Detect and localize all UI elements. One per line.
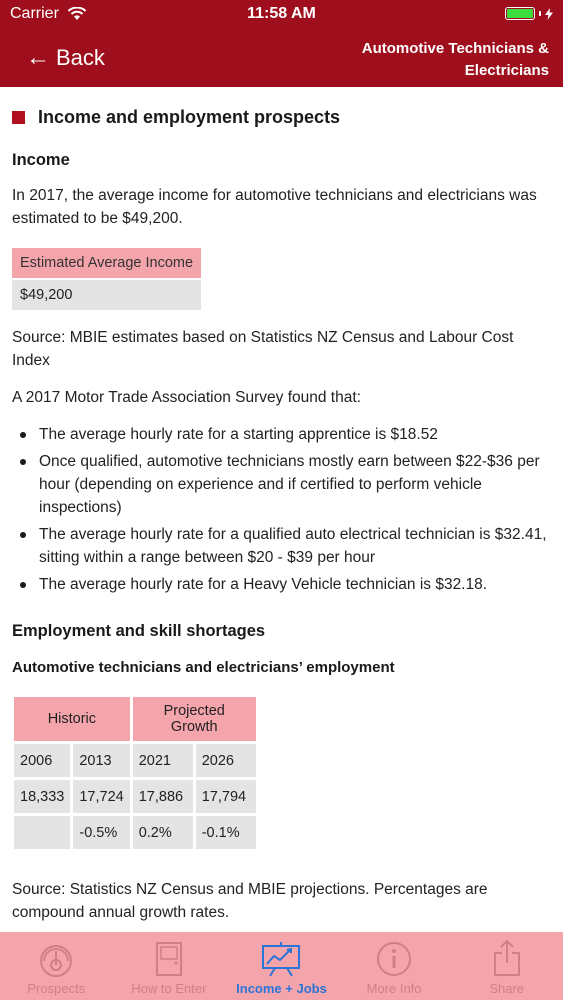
employment-table-title: Automotive technicians and electricians’ employment	[12, 659, 395, 676]
section-header	[12, 107, 551, 128]
year-cell: 2013	[73, 744, 129, 777]
list-item: The average hourly rate for a starting apprentice is $18.52	[12, 423, 551, 446]
list-item: The average hourly rate for a qualified auto electrical technician is $32.41, sitting within a range between $20 - $39 per hour	[12, 523, 551, 569]
growth-cell	[14, 816, 70, 849]
tab-label: Prospects	[27, 981, 86, 996]
growth-cell: -0.5%	[73, 816, 129, 849]
income-table	[10, 246, 203, 312]
tab-share[interactable]	[450, 932, 563, 1000]
tab-label: Income + Jobs	[236, 981, 327, 996]
page-title: Automotive Technicians & Electricians	[361, 40, 549, 79]
tab-more-info[interactable]	[338, 932, 451, 1000]
count-cell: 17,724	[73, 780, 129, 813]
count-cell: 18,333	[14, 780, 70, 813]
employment-heading: Employment and skill shortages	[12, 622, 266, 640]
income-intro: In 2017, the average income for automotive technicians and electricians was estimated to be $49,200.	[12, 187, 537, 227]
count-cell: 17,794	[196, 780, 256, 813]
battery-icon	[505, 7, 535, 20]
income-table-header: Estimated Average Income	[12, 248, 201, 278]
year-cell: 2021	[133, 744, 193, 777]
navigation-header	[0, 0, 563, 87]
tab-income-jobs[interactable]	[225, 932, 338, 1000]
survey-list	[12, 423, 551, 596]
income-heading: Income	[12, 151, 70, 169]
income-table-value: $49,200	[12, 280, 201, 310]
battery-tip	[539, 11, 541, 16]
list-item: The average hourly rate for a Heavy Vehicle technician is $32.18.	[12, 573, 551, 596]
section-title: Income and employment prospects	[38, 107, 341, 127]
tab-prospects[interactable]	[0, 932, 113, 1000]
carrier-label: Carrier	[10, 5, 59, 22]
survey-intro: A 2017 Motor Trade Association Survey found that:	[12, 389, 361, 406]
growth-cell: 0.2%	[133, 816, 193, 849]
tab-label: Share	[489, 981, 525, 996]
growth-cell: -0.1%	[196, 816, 256, 849]
section-marker-icon	[12, 111, 25, 124]
year-cell: 2026	[196, 744, 256, 777]
year-cell: 2006	[14, 744, 70, 777]
tab-label: How to Enter	[131, 981, 207, 996]
tab-bar	[0, 932, 563, 1000]
info-icon	[375, 941, 413, 977]
back-label: Back	[56, 45, 105, 70]
charging-bolt-icon	[545, 8, 553, 20]
status-time: 11:58 AM	[247, 5, 316, 22]
tab-how-to-enter[interactable]	[113, 932, 226, 1000]
employment-source: Source: Statistics NZ Census and MBIE projections. Percentages are compound annual growth rates.	[12, 881, 488, 921]
back-arrow-icon: ←	[26, 44, 50, 71]
projected-header: Projected Growth	[133, 697, 256, 741]
status-bar	[0, 0, 563, 28]
historic-header: Historic	[14, 697, 130, 741]
count-cell: 17,886	[133, 780, 193, 813]
tab-label: More Info	[366, 981, 422, 996]
share-icon	[492, 939, 522, 977]
content-scroll-area[interactable]	[0, 87, 563, 932]
income-source: Source: MBIE estimates based on Statistics NZ Census and Labour Cost Index	[12, 329, 514, 369]
gauge-icon	[36, 943, 76, 977]
chart-board-icon	[260, 941, 302, 977]
employment-table	[11, 694, 259, 852]
status-right	[505, 7, 553, 20]
list-item: Once qualified, automotive technicians mostly earn between $22-$36 per hour (depending on experience and if certified to perform vehicle inspections)	[12, 450, 551, 519]
back-button[interactable]	[26, 44, 105, 72]
door-icon	[154, 941, 184, 977]
